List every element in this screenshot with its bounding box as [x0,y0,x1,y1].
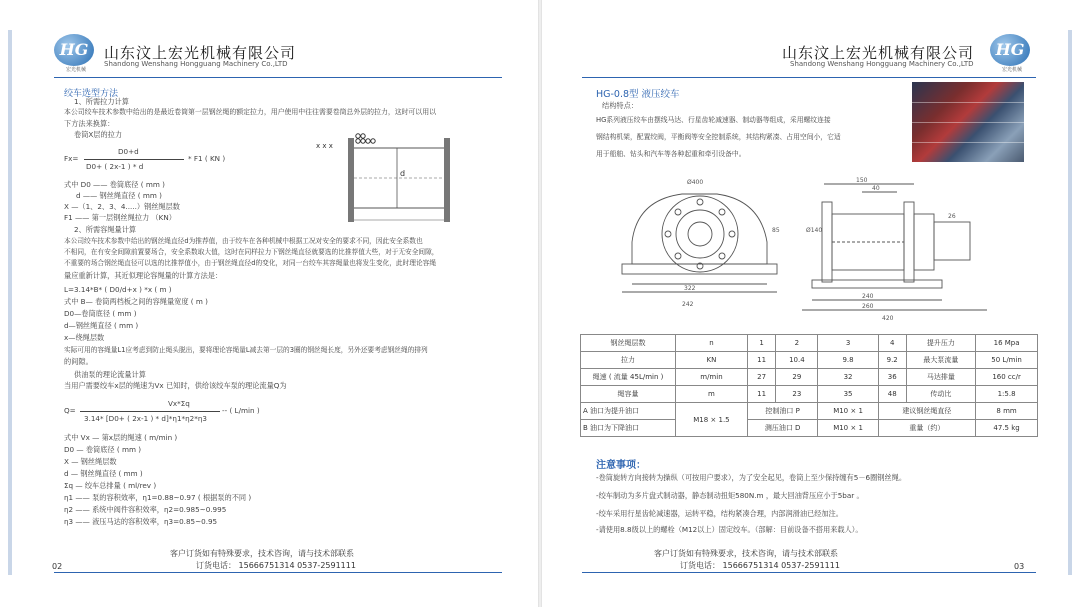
text-line: 当用户需要绞车x层的绳速为Vx 已知时，供给该绞车泵的理论流量Q为 [64,381,287,390]
text-line: D0 — 卷筒底径 ( mm ) [64,445,142,454]
table-cell: 4 [878,335,906,352]
dim-label: 150 [856,177,868,184]
text-line: F1 —— 第一层钢丝绳拉力 （KN） [64,213,176,222]
footer-phone: 订货电话： 15666751314 0537-2591111 [680,561,840,570]
table-row [581,420,1038,437]
table-cell: 2 [776,335,818,352]
table-row [581,335,1038,352]
note-line: -卷筒旋转方向接转为操纵（可按用户要求），为了安全起见，卷筒上至少保持缠有5－6圈钢丝绳。 [596,473,907,482]
table-cell: 9.8 [818,352,878,369]
logo-mark: HG [54,34,94,66]
table-cell: 传动比 [906,386,975,403]
table-cell: A 油口为提升油口 [581,403,676,420]
footer-contact-note: 客户订货如有特殊要求，技术咨询，请与技术部联系 [170,549,354,558]
section-title: 绞车选型方法 [64,89,119,99]
text-line: 的间隙。 [64,357,93,366]
spec-table [580,334,1038,437]
footer-phone: 订货电话： 15666751314 0537-2591111 [196,561,356,570]
table-cell: 160 cc/r [976,369,1038,386]
table-cell: 50 L/min [976,352,1038,369]
table-cell: B 油口为下降油口 [581,420,676,437]
table-cell: 拉力 [581,352,676,369]
table-cell: n [676,335,748,352]
side-view [802,184,987,310]
table-cell: M10 × 1 [818,420,878,437]
note-line: -绞车制动为多片盘式制动器，静态制动扭矩580N.m ，最大回油背压应小于5bar 。 [596,491,864,500]
table-cell: 1 [747,335,775,352]
table-cell: 钢丝绳层数 [581,335,676,352]
table-cell: 48 [878,386,906,403]
dim-label: 240 [862,293,874,300]
logo-mark: HG [990,34,1030,66]
text-line: 本公司绞车技术参数中给出的是最近卷筒第一层钢丝绳的额定拉力，用户使用中往往需要卷筒总外层的拉力，这时可以用以 [64,108,437,116]
table-cell: 测压油口 D [747,420,818,437]
table-cell: 最大泵流量 [906,352,975,369]
text-line: 2、所需容绳量计算 [74,225,137,234]
table-row [581,369,1038,386]
dim-label: 420 [882,315,894,322]
dim-label: 260 [862,303,874,310]
table-cell: 27 [747,369,775,386]
company-name-en: Shandong Wenshang Hongguang Machinery Co.,LTD [104,60,288,68]
product-title: HG-0.8型 液压绞车 [596,89,680,100]
text-line: 实际可用的容绳量L1应考虑到防止绳头脱出，要将理论容绳量L减去第一层的3圈的钢丝绳长度，另外还要考虑钢丝绳的排列 [64,346,428,354]
text-line: d — 钢丝绳直径 ( mm ) [64,469,143,478]
table-cell: 16 Mpa [976,335,1038,352]
text-line: 量应重新计算，其近似理论容绳量的计算方法是： [64,271,223,280]
text-line: 式中 B— 卷筒两档板之间的容绳量宽度 ( m ) [64,297,208,306]
table-cell: 10.4 [776,352,818,369]
text-line: η3 —— 液压马达的容积效率，η3=0.85~0.95 [64,517,218,526]
drum-diagram [312,128,472,228]
company-name-en: Shandong Wenshang Hongguang Machinery Co.,LTD [790,60,974,68]
table-cell: M10 × 1 [818,403,878,420]
table-cell: 提升压力 [906,335,975,352]
page-number: 02 [52,562,63,571]
table-cell: 29 [776,369,818,386]
text-line: d—钢丝绳直径 ( mm ) [64,321,139,330]
table-cell: 1:5.8 [976,386,1038,403]
table-row [581,352,1038,369]
formula-lhs: Fx= [64,154,79,163]
dim-label: 322 [684,285,696,292]
table-cell: KN [676,352,748,369]
drum-flange-right [444,138,450,222]
company-name-cn: 山东汶上宏光机械有限公司 [104,44,297,62]
table-cell: 9.2 [878,352,906,369]
photo-strip [912,82,1024,103]
formula-denominator: D0+ ( 2x-1 ) * d [86,162,144,171]
feature-line: HG系列液压绞车由摆线马达、行星齿轮减速器、制动器等组成，采用螺纹连接 [596,116,831,124]
left-page [0,0,538,607]
note-line: -请使用8.8级以上的螺栓（M12以上）固定绞车。（部解：目前设备不搭用来载人）。 [596,525,863,534]
table-cell: 重量（约） [878,420,975,437]
formula-numerator: D0+d [118,147,139,156]
dim-label: 85 [772,227,780,234]
front-view [622,194,777,292]
dim-label: Ø140 [806,227,823,234]
fraction-bar [84,159,184,160]
dim-label: 40 [872,185,880,192]
logo-caption: 宏光机械 [1001,67,1022,73]
text-line: x—绕绳层数 [64,333,105,342]
company-logo [54,34,98,74]
notes-title: 注意事项： [596,460,646,471]
text-line: 1、所需拉力计算 [74,97,129,106]
table-cell: 控制油口 P [747,403,818,420]
text-line: 下方法来换算： [64,119,115,128]
table-row [581,403,1038,420]
table-cell: 8 mm [976,403,1038,420]
dim-label: 26 [948,213,956,220]
text-line: η1 —— 泵的容积效率，η1=0.88~0.97 ( 根据泵的不同 ) [64,493,252,502]
footer-rule [582,572,1036,573]
table-cell: 47.5 kg [976,420,1038,437]
table-cell: 马达排量 [906,369,975,386]
photo-strip [912,142,1024,162]
drum-flange-left [348,138,354,222]
table-cell: 绳容量 [581,386,676,403]
text-line: d —— 钢丝绳直径 ( mm ) [76,191,162,200]
rope-coils [356,134,375,143]
table-cell: 建议钢丝绳直径 [878,403,975,420]
text-line: η2 —— 系统中阀件容积效率，η2=0.985~0.995 [64,505,227,514]
text-line: 本公司绞车技术参数中给出的钢丝绳直径d为推荐值，由于绞车在各种机械中根据工况对安全的要求不同，因此安全系数也 [64,237,423,245]
product-photo [912,82,1024,162]
formula-rhs: -- ( L/min ) [222,406,260,415]
text-line: 卷筒X层的拉力 [74,130,123,139]
table-cell: m [676,386,748,403]
header-rule [54,77,502,78]
table-cell: 32 [818,369,878,386]
text-line: L=3.14*B* ( D0/d+x ) *x ( m ) [64,285,172,294]
table-cell: 11 [747,352,775,369]
text-line: 不相同，在有安全间隙前置要场合，安全系数取大值，这时在同样拉力下钢丝绳直径就要选的比推荐值大些，对于无安全间隙， [64,248,439,256]
dim-label: 242 [682,301,694,308]
company-logo [990,34,1034,74]
table-cell: 35 [818,386,878,403]
table-cell: 3 [818,335,878,352]
header-rule [582,77,1036,78]
feature-line: 用于船舶、钻头和汽车等各种起重和牵引设备中。 [596,150,746,158]
table-row [581,386,1038,403]
table-cell: 绳速 ( 流量 45L/min ) [581,369,676,386]
footer-rule [54,572,502,573]
text-line: X — 钢丝绳层数 [64,457,117,466]
text-line: 式中 D0 —— 卷筒底径 ( mm ) [64,180,165,189]
formula-numerator: Vx*Σq [168,399,190,408]
left-page-edge [8,30,12,575]
table-cell: m/min [676,369,748,386]
features-label: 结构特点： [602,101,638,110]
text-line: 不重要的场合钢丝绳直径可以选的比推荐值小，由于钢丝绳直径d的变化，对同一台绞车其容绳量也将发生变化，此时理论容绳 [64,259,437,267]
text-line: Σq — 绞车总排量 ( ml/rev ) [64,481,157,490]
page-number: 03 [1014,562,1025,571]
table-cell: 23 [776,386,818,403]
text-line: D0—卷筒底径 ( mm ) [64,309,137,318]
fraction-bar [80,411,220,412]
dim-label: Ø400 [687,179,704,186]
logo-caption: 宏光机械 [65,67,86,73]
text-line: 供油泵的理论流量计算 [74,370,146,379]
table-cell: 11 [747,386,775,403]
footer-contact-note: 客户订货如有特殊要求，技术咨询，请与技术部联系 [654,549,838,558]
photo-strip [912,122,1024,143]
table-cell: 36 [878,369,906,386]
formula-rhs: * F1 ( KN ) [188,154,226,163]
formula-denominator: 3.14* [D0+ ( 2x-1 ) * d]*η1*η2*η3 [84,414,207,423]
company-name-cn: 山东汶上宏光机械有限公司 [782,44,975,62]
photo-strip [912,102,1024,123]
right-page-edge [1068,30,1072,575]
table-cell: M18 × 1.5 [676,403,748,437]
dim-label-x: x x x [316,142,333,150]
formula-lhs: Q= [64,406,76,415]
note-line: -绞车采用行星齿轮减速器，运转平稳，结构紧凑合理，内部润滑油已经加注。 [596,509,843,518]
text-line: X —（1、2、3、4.....）钢丝绳层数 [64,202,180,211]
winch-technical-drawing [592,172,1012,322]
dim-label-d: d [400,169,406,178]
feature-line: 钢结构机架，配置绞阀，平衡阀等安全控制系统，其结构紧凑、占用空间小，它适 [596,133,841,141]
text-line: 式中 Vx — 第x层的绳速 ( m/min ) [64,433,178,442]
